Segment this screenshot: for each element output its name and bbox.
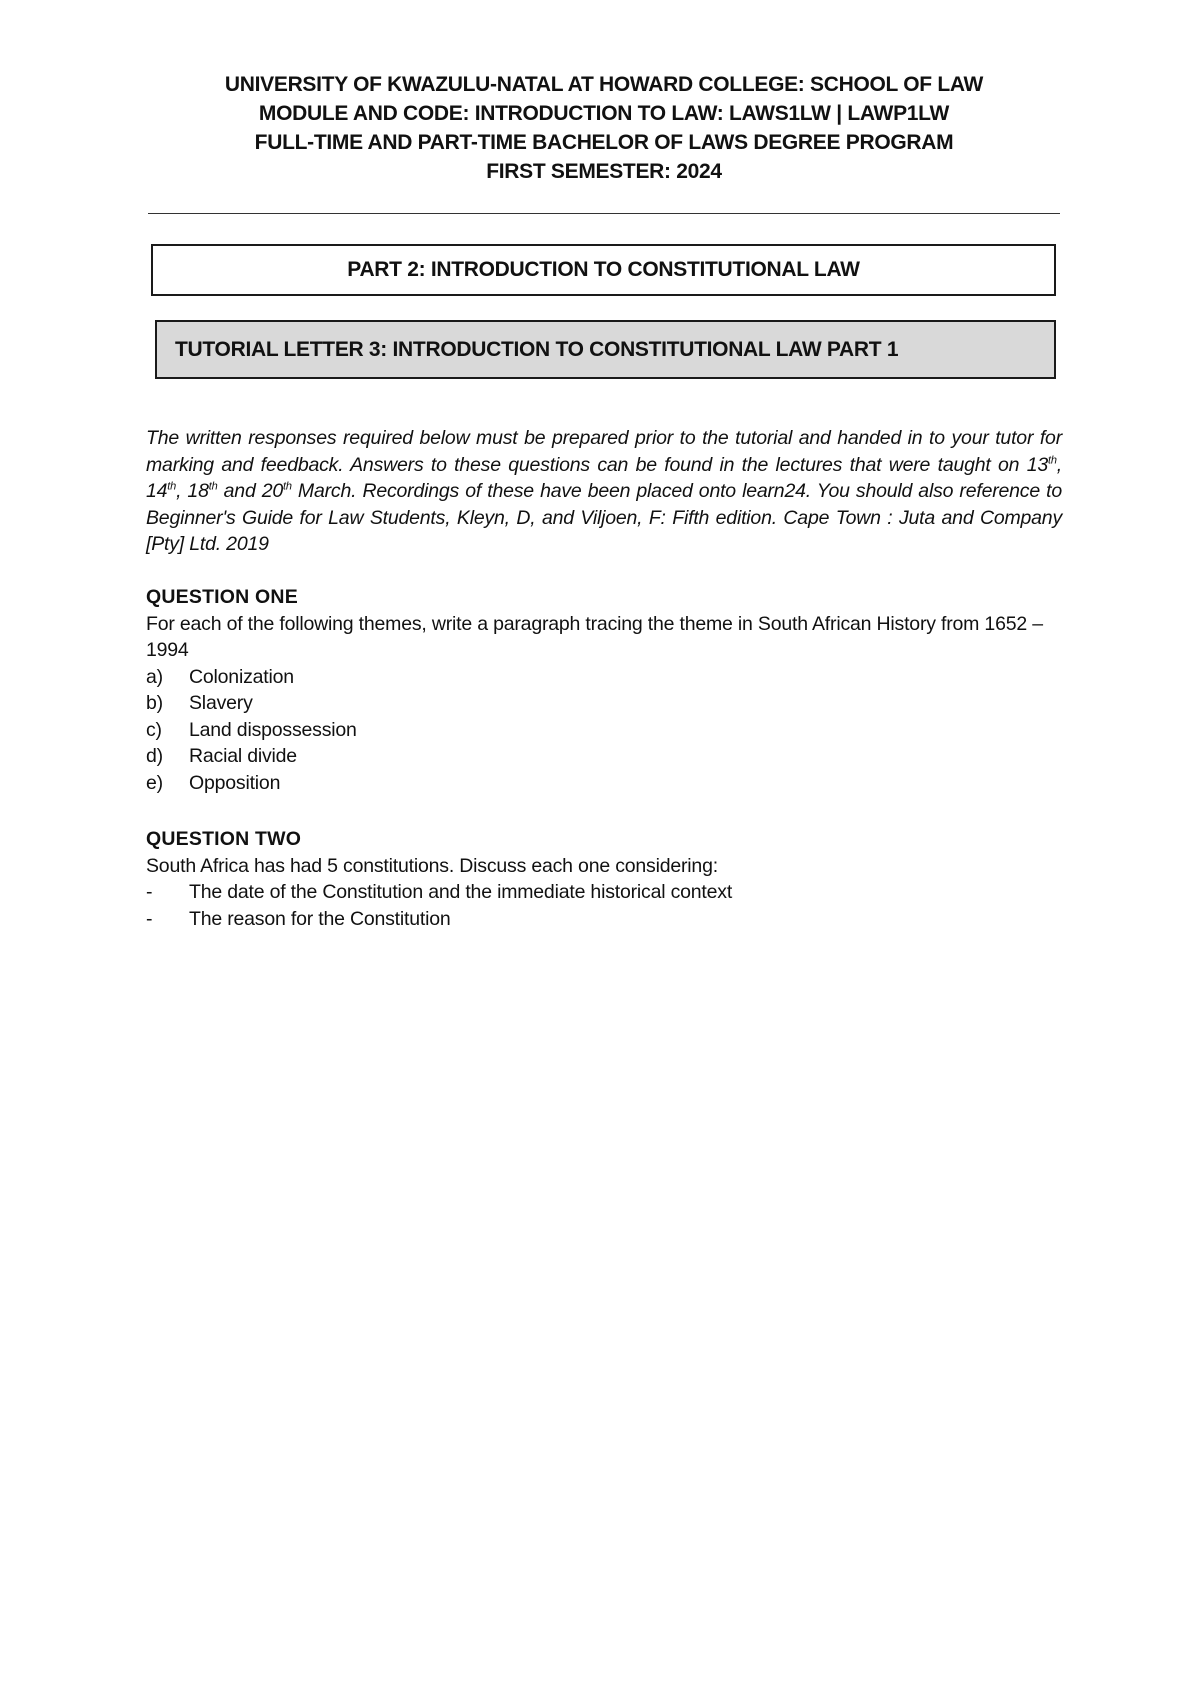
list-item — [146, 879, 1062, 906]
list-item — [146, 770, 1062, 797]
list-item — [146, 717, 1062, 744]
part-title: PART 2: INTRODUCTION TO CONSTITUTIONAL LAW — [347, 258, 860, 281]
question-two-section — [146, 826, 1062, 932]
intro-paragraph — [146, 425, 1062, 558]
list-item — [146, 690, 1062, 717]
list-marker: b) — [146, 692, 163, 714]
intro-text-1: The written responses required below must be prepared prior to the tutorial and handed in to your tutor for marking and feedback. Answers to these questions can be found in the lectures that were taught on 13 — [146, 427, 1062, 476]
list-item — [146, 906, 1062, 933]
list-marker: - — [146, 907, 153, 930]
list-item-text: Slavery — [189, 692, 253, 714]
question-two-title: QUESTION TWO — [146, 828, 302, 850]
intro-sup-2: th — [167, 480, 177, 493]
intro-text-4: and 20 — [217, 480, 284, 502]
list-item — [146, 743, 1062, 770]
list-item — [146, 664, 1062, 691]
question-one-prompt: For each of the following themes, write a paragraph tracing the theme in South African History from 1652 – 1994 — [146, 612, 1043, 661]
list-item-text: Opposition — [189, 771, 281, 794]
intro-sup-4: th — [283, 480, 292, 493]
intro-text-2: , 14 — [146, 453, 1062, 502]
list-item-text: Racial divide — [189, 745, 297, 767]
list-item-text: Colonization — [189, 665, 294, 688]
list-marker: c) — [146, 718, 162, 741]
header-divider — [148, 213, 1060, 214]
header-university: UNIVERSITY OF KWAZULU-NATAL AT HOWARD COLLEGE: SCHOOL OF LAW — [224, 73, 984, 96]
question-two-list — [146, 879, 1062, 932]
intro-text-5: March. Recordings of these have been placed onto learn24. You should also reference to Beginner's Guide for Law Students, Kleyn, D, and Viljoen, F: Fifth edition. Cape Town : Juta and Company [Pty] Ltd. 2019 — [146, 480, 1062, 555]
list-marker: - — [146, 881, 153, 903]
list-item-text: The date of the Constitution and the immediate historical context — [189, 881, 733, 903]
question-one-title: QUESTION ONE — [146, 586, 298, 608]
intro-sup-3: th — [208, 480, 218, 493]
document-header — [148, 70, 1060, 186]
intro-sup-1: th — [1048, 454, 1057, 466]
header-module-code: MODULE AND CODE: INTRODUCTION TO LAW: LAWS1LW | LAWP1LW — [258, 102, 950, 125]
tutorial-title-box — [155, 320, 1056, 379]
header-semester: FIRST SEMESTER: 2024 — [486, 160, 722, 183]
header-program: FULL-TIME AND PART-TIME BACHELOR OF LAWS DEGREE PROGRAM — [254, 131, 954, 154]
list-item-text: The reason for the Constitution — [189, 907, 451, 930]
tutorial-title: TUTORIAL LETTER 3: INTRODUCTION TO CONSTITUTIONAL LAW PART 1 — [175, 337, 899, 361]
list-marker: e) — [146, 771, 163, 794]
question-one-list — [146, 664, 1062, 797]
list-item-text: Land dispossession — [189, 718, 357, 741]
part-title-box — [151, 244, 1056, 296]
intro-text-3: , 18 — [176, 480, 209, 502]
list-marker: d) — [146, 745, 163, 767]
question-one-section — [146, 584, 1062, 796]
question-two-prompt: South Africa has had 5 constitutions. Discuss each one considering: — [146, 854, 718, 877]
list-marker: a) — [146, 665, 163, 688]
